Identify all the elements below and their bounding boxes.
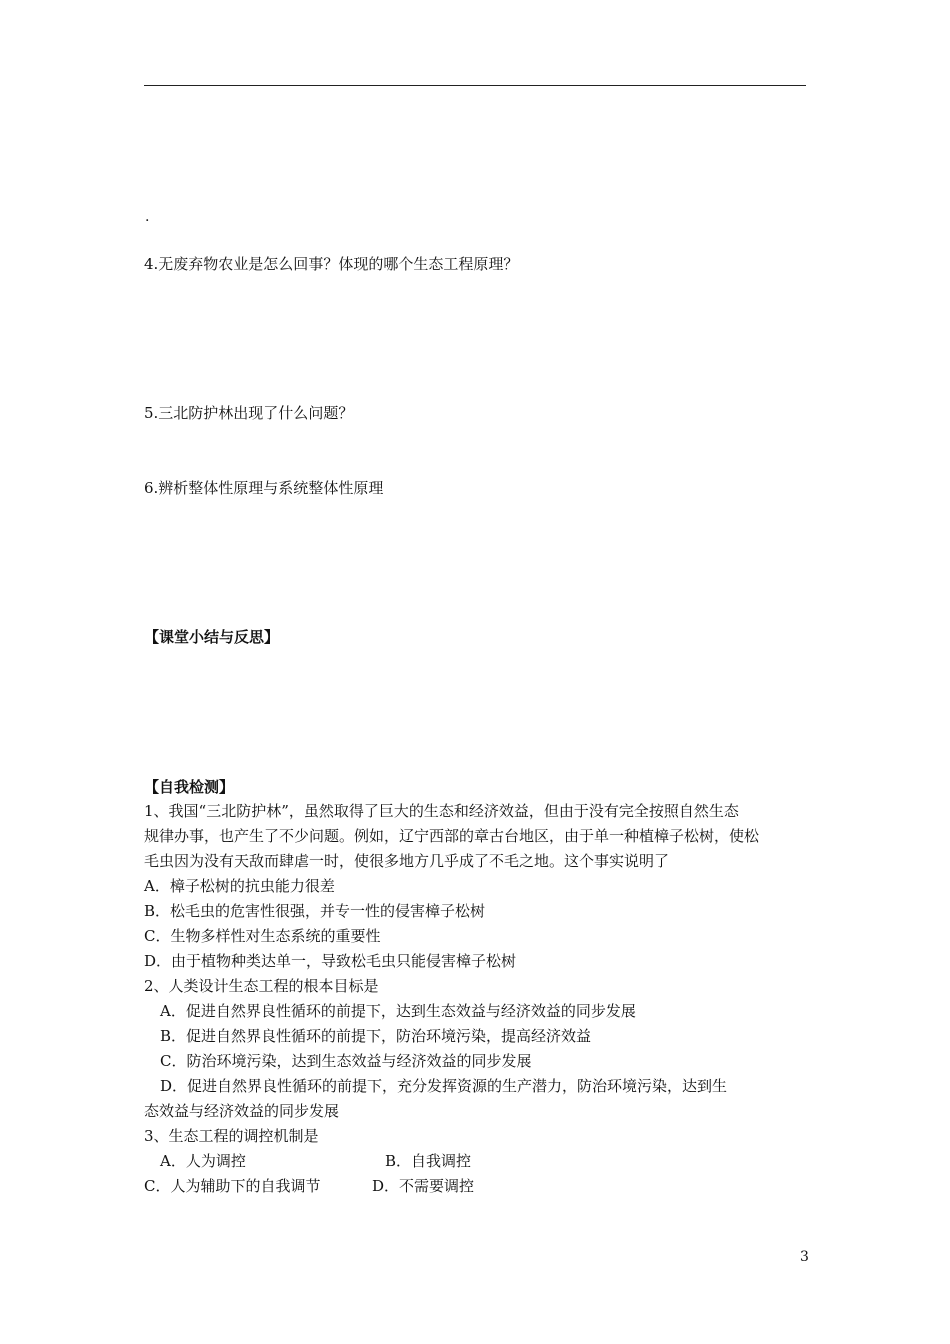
question-5: 5.三北防护林出现了什么问题？ [144, 404, 354, 422]
item3-option-b: B．自我调控 [385, 1152, 472, 1170]
item2-option-d-continuation: 态效益与经济效益的同步发展 [144, 1102, 340, 1120]
item3-option-d: D．不需要调控 [372, 1177, 475, 1195]
item1-option-b: B．松毛虫的危害性很强，并专一性的侵害樟子松树 [144, 902, 486, 920]
item3-option-c: C．人为辅助下的自我调节 [144, 1177, 321, 1195]
question-6: 6.辨析整体性原理与系统整体性原理 [144, 479, 384, 497]
item1-stem-line3: 毛虫因为没有天敌而肆虐一时，使很多地方几乎成了不毛之地。这个事实说明了 [144, 852, 670, 870]
item1-stem-line2: 规律办事，也产生了不少问题。例如，辽宁西部的章古台地区，由于单一种植樟子松树，使松 [144, 827, 760, 845]
item2-option-d: D．促进自然界良性循环的前提下，充分发挥资源的生产潜力，防治环境污染，达到生 [160, 1077, 728, 1095]
item2-stem: 2、人类设计生态工程的根本目标是 [144, 977, 379, 995]
item1-option-a: A．樟子松树的抗虫能力很差 [144, 877, 335, 895]
question-4: 4.无废弃物农业是怎么回事？体现的哪个生态工程原理？ [144, 255, 519, 273]
item2-option-b: B．促进自然界良性循环的前提下，防治环境污染，提高经济效益 [160, 1027, 592, 1045]
header-rule [144, 85, 806, 86]
item2-option-a: A．促进自然界良性循环的前提下，达到生态效益与经济效益的同步发展 [160, 1002, 636, 1020]
item1-option-c: C．生物多样性对生态系统的重要性 [144, 927, 381, 945]
item3-option-a: A．人为调控 [160, 1152, 246, 1170]
summary-heading: 【课堂小结与反思】 [144, 628, 280, 646]
item1-stem-line1: 1、我国“三北防护林”，虽然取得了巨大的生态和经济效益，但由于没有完全按照自然生态 [144, 802, 739, 820]
item2-option-c: C．防治环境污染，达到生态效益与经济效益的同步发展 [160, 1052, 532, 1070]
item3-stem: 3、生态工程的调控机制是 [144, 1127, 319, 1145]
item1-option-d: D．由于植物种类达单一，导致松毛虫只能侵害樟子松树 [144, 952, 517, 970]
stray-mark: . [145, 209, 150, 225]
page-number: 3 [800, 1249, 809, 1265]
selftest-heading: 【自我检测】 [144, 778, 235, 796]
